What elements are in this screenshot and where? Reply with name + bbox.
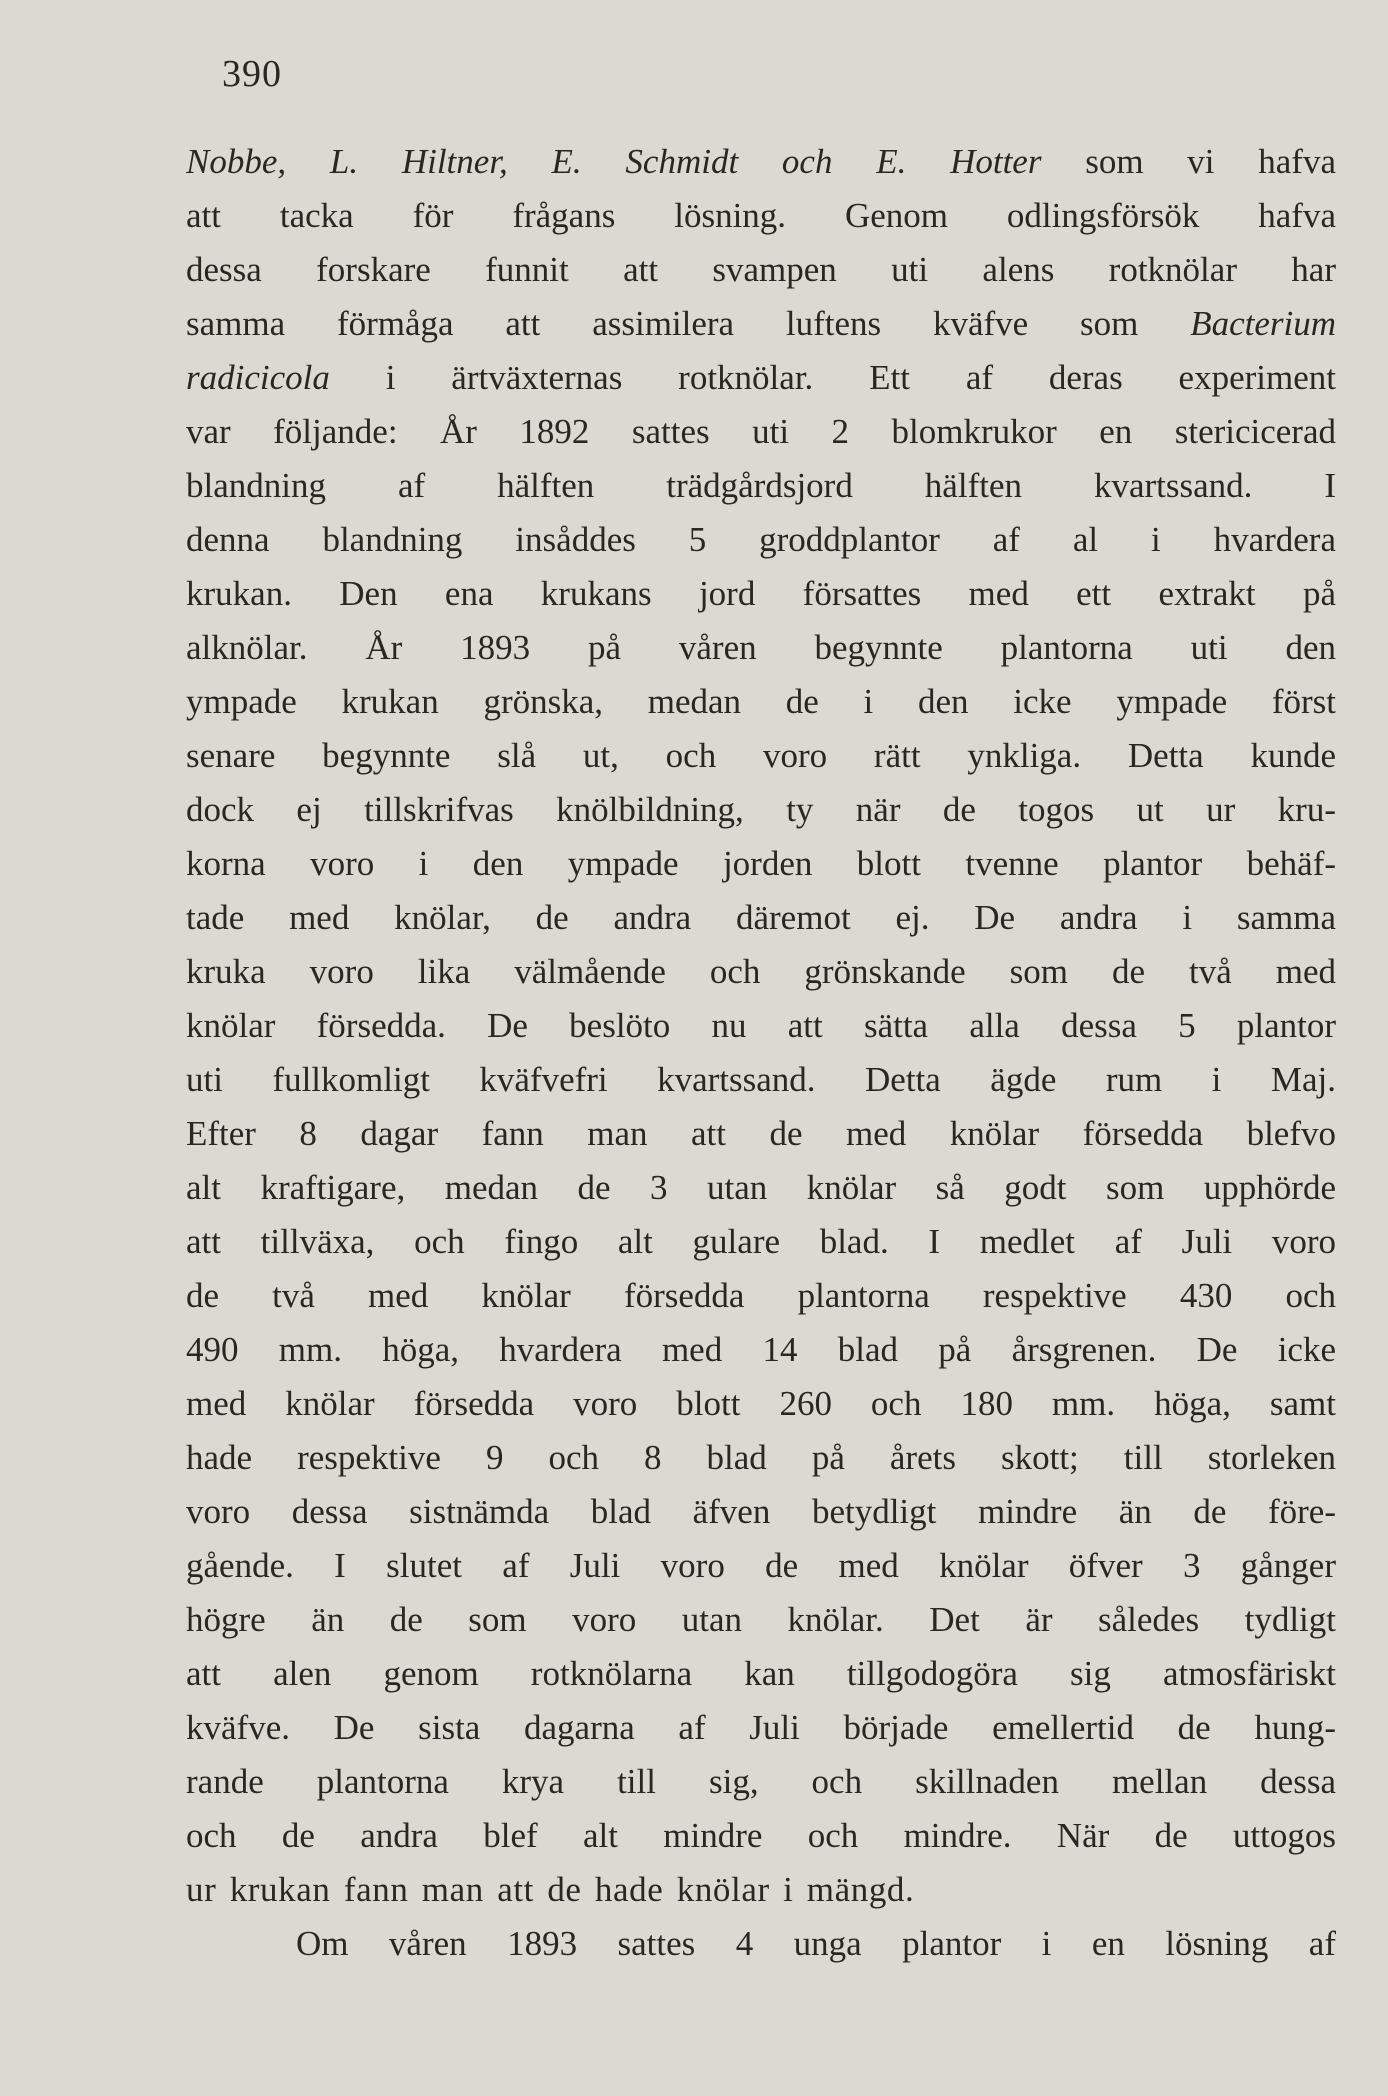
page-number: 390 (222, 53, 282, 95)
text-line (186, 891, 1336, 945)
text-line (186, 1215, 1336, 1269)
text-segment: dock ej tillskrifvas knölbildning, ty när de togos ut ur kru- (186, 790, 1336, 829)
text-line (186, 1377, 1336, 1431)
text-segment: och de andra blef alt mindre och mindre. När de uttogos (186, 1816, 1336, 1855)
text-line (186, 783, 1336, 837)
text-line (186, 135, 1336, 189)
italic-text: Nobbe, L. Hiltner, E. Schmidt och E. Hotter (186, 142, 1042, 181)
text-segment: knölar försedda. De beslöto nu att sätta alla dessa 5 plantor (186, 1006, 1336, 1045)
text-line (186, 297, 1336, 351)
text-line (186, 567, 1336, 621)
text-line (186, 1269, 1336, 1323)
text-line (186, 1809, 1336, 1863)
text-line (186, 837, 1336, 891)
text-line (186, 945, 1336, 999)
text-segment: gående. I slutet af Juli voro de med knölar öfver 3 gånger (186, 1546, 1336, 1585)
text-segment: var följande: År 1892 sattes uti 2 blomkrukor en stericicerad (186, 412, 1336, 451)
text-segment: rande plantorna krya till sig, och skillnaden mellan dessa (186, 1762, 1336, 1801)
text-segment: 490 mm. höga, hvardera med 14 blad på årsgrenen. De icke (186, 1330, 1336, 1369)
text-segment: tade med knölar, de andra däremot ej. De andra i samma (186, 898, 1336, 937)
text-segment: dessa forskare funnit att svampen uti alens rotknölar har (186, 250, 1336, 289)
text-segment: korna voro i den ympade jorden blott tvenne plantor behäf- (186, 844, 1336, 883)
text-line (186, 1755, 1336, 1809)
text-line (186, 1701, 1336, 1755)
text-line (186, 1647, 1336, 1701)
text-segment: att tacka för frågans lösning. Genom odlingsförsök hafva (186, 196, 1336, 235)
text-segment: att alen genom rotknölarna kan tillgodogöra sig atmosfäriskt (186, 1654, 1336, 1693)
text-segment: ympade krukan grönska, medan de i den icke ympade först (186, 682, 1336, 721)
text-line (186, 675, 1336, 729)
text-line (186, 1053, 1336, 1107)
text-segment: krukan. Den ena krukans jord försattes med ett extrakt på (186, 574, 1336, 613)
text-segment: i ärtväxternas rotknölar. Ett af deras experiment (329, 358, 1336, 397)
text-segment: med knölar försedda voro blott 260 och 180 mm. höga, samt (186, 1384, 1336, 1423)
text-line (186, 405, 1336, 459)
text-line (186, 1593, 1336, 1647)
text-segment: Om våren 1893 sattes 4 unga plantor i en lösning af (296, 1924, 1336, 1963)
text-line (186, 243, 1336, 297)
text-line (186, 621, 1336, 675)
text-line (186, 1431, 1336, 1485)
italic-text: radicicola (186, 358, 330, 397)
text-line (186, 351, 1336, 405)
text-line (186, 1485, 1336, 1539)
text-line (186, 1323, 1336, 1377)
text-segment: hade respektive 9 och 8 blad på årets skott; till storleken (186, 1438, 1336, 1477)
text-segment: blandning af hälften trädgårdsjord hälften kvartssand. I (186, 466, 1336, 505)
text-segment: att tillväxa, och fingo alt gulare blad. I medlet af Juli voro (186, 1222, 1336, 1261)
text-segment: högre än de som voro utan knölar. Det är således tydligt (186, 1600, 1336, 1639)
text-line (186, 999, 1336, 1053)
text-segment: de två med knölar försedda plantorna respektive 430 och (186, 1276, 1336, 1315)
text-segment: senare begynnte slå ut, och voro rätt ynkliga. Detta kunde (186, 736, 1336, 775)
text-segment: ur krukan fann man att de hade knölar i mängd. (186, 1870, 915, 1909)
text-segment: kväfve. De sista dagarna af Juli började emellertid de hung- (186, 1708, 1336, 1747)
text-line (186, 729, 1336, 783)
text-line (186, 513, 1336, 567)
text-segment: kruka voro lika välmående och grönskande som de två med (186, 952, 1336, 991)
text-line (186, 189, 1336, 243)
italic-text: Bacterium (1190, 304, 1336, 343)
text-line (186, 1107, 1336, 1161)
body-text (186, 135, 1336, 1971)
text-line (186, 1863, 1336, 1917)
text-line (186, 459, 1336, 513)
text-segment: Efter 8 dagar fann man att de med knölar försedda blefvo (186, 1114, 1336, 1153)
text-segment: samma förmåga att assimilera luftens kväfve som (186, 304, 1191, 343)
text-segment: alt kraftigare, medan de 3 utan knölar så godt som upphörde (186, 1168, 1336, 1207)
text-segment: voro dessa sistnämda blad äfven betydligt mindre än de före- (186, 1492, 1336, 1531)
text-segment: denna blandning insåddes 5 groddplantor af al i hvardera (186, 520, 1336, 559)
text-line (186, 1539, 1336, 1593)
text-line (186, 1917, 1336, 1971)
text-line (186, 1161, 1336, 1215)
text-segment: som vi hafva (1041, 142, 1336, 181)
text-segment: uti fullkomligt kväfvefri kvartssand. Detta ägde rum i Maj. (186, 1060, 1336, 1099)
text-segment: alknölar. År 1893 på våren begynnte plantorna uti den (186, 628, 1336, 667)
